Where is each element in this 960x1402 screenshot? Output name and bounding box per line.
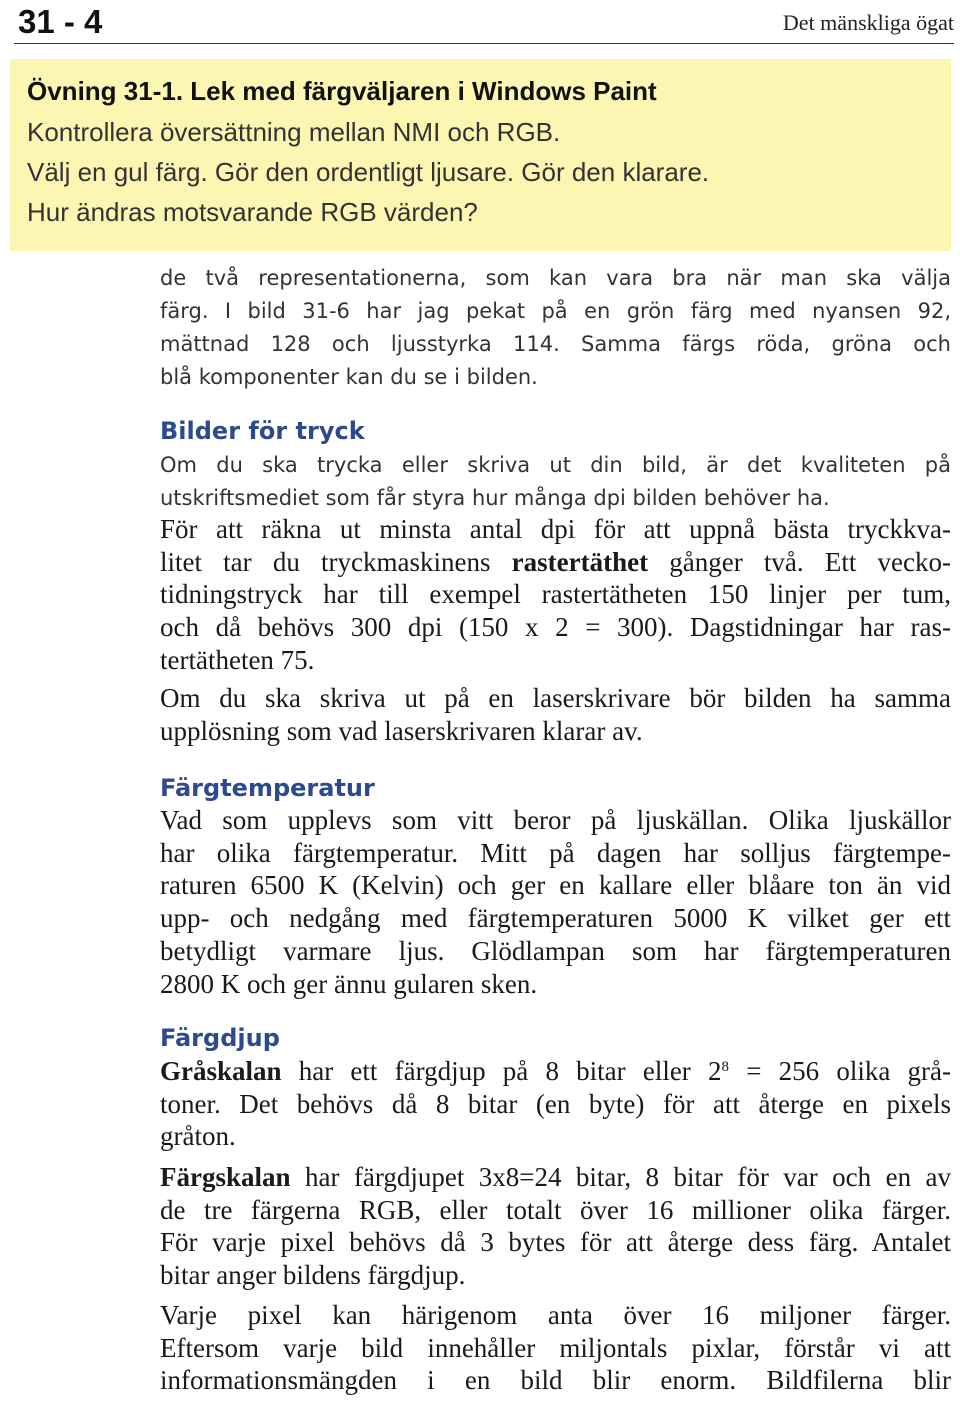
text-line: Eftersom varje bild innehåller miljontals pixlar, förstår vi att: [160, 1332, 951, 1363]
section-heading-print: Bilder för tryck: [160, 417, 365, 445]
text-line: litet tar du tryckmaskinens rastertäthet gånger två. Ett vecko-: [160, 546, 951, 577]
text-line: tidningstryck har till exempel rastertätheten 150 linjer per tum,: [160, 579, 951, 610]
term-fargskalan: Färgskalan: [160, 1162, 291, 1192]
temperature-paragraph: [160, 804, 951, 1000]
text-line: de tre färgerna RGB, eller totalt över 16 millioner olika färger.: [160, 1194, 951, 1225]
text-line: betydligt varmare ljus. Glödlampan som har färgtemperaturen: [160, 935, 951, 966]
intro-line: mättnad 128 och ljusstyrka 114. Samma färgs röda, gröna och: [160, 332, 951, 356]
depth-paragraph-pixels: [160, 1299, 951, 1397]
text-line: och då behövs 300 dpi (150 x 2 = 300). Dagstidningar har ras-: [160, 612, 951, 643]
text-line: För att räkna ut minsta antal dpi för att uppnå bästa tryckkva-: [160, 514, 951, 544]
exercise-line: Välj en gul färg. Gör den ordentligt ljusare. Gör den klarare.: [27, 157, 710, 187]
text-line: upp- och nedgång med färgtemperaturen 5000 K vilket ger ett: [160, 903, 951, 934]
text-line: bitar anger bildens färgdjup.: [160, 1260, 466, 1291]
text-line: Gråskalan har ett färgdjup på 8 bitar eller $2^8 = 256$ olika grå-: [160, 1056, 951, 1086]
exercise-line: Hur ändras motsvarande RGB värden?: [27, 197, 478, 227]
text-line: upplösning som vad laserskrivaren klarar av.: [160, 715, 643, 746]
running-title: Det mänskliga ögat: [782, 10, 954, 35]
print-paragraph-laser: [160, 682, 951, 747]
page-number: 31 - 4: [18, 3, 103, 40]
term-rastertathet: rastertäthet: [511, 546, 649, 577]
exponent: 8: [721, 1059, 730, 1075]
text-line: raturen 6500 K (Kelvin) och ger en kallare eller blåare ton än vid: [160, 870, 951, 901]
text-line: Vad som upplevs som vitt beror på ljuskällan. Olika ljuskällor: [160, 805, 951, 835]
text-line: 2800 K och ger ännu gularen sken.: [160, 968, 538, 999]
text-line: För varje pixel behövs då 3 bytes för att återge dess färg. Antalet: [160, 1227, 951, 1258]
print-intro-line: utskriftsmediet som får styra hur många dpi bilden behöver ha.: [160, 486, 830, 510]
header-divider: [14, 43, 954, 44]
text-line: informationsmängden i en bild blir enorm. Bildfilerna blir: [160, 1365, 951, 1396]
text-line: har olika färgtemperatur. Mitt på dagen har solljus färgtempe-: [160, 837, 951, 868]
print-intro-line: Om du ska trycka eller skriva ut din bild, är det kvaliteten på: [160, 453, 951, 477]
intro-line: färg. I bild 31-6 har jag pekat på en grön färg med nyansen 92,: [160, 299, 951, 323]
text-line: Om du ska skriva ut på en laserskrivare bör bilden ha samma: [160, 683, 951, 713]
term-graskalan: Gråskalan: [160, 1056, 282, 1086]
text-line: Varje pixel kan härigenom anta över 16 miljoner färger.: [160, 1300, 951, 1330]
depth-paragraph-color: [160, 1161, 951, 1292]
text-line: toner. Det behövs då 8 bitar (en byte) för att återge en pixels: [160, 1088, 951, 1119]
exercise-line: Kontrollera översättning mellan NMI och RGB.: [27, 117, 561, 147]
intro-line: blå komponenter kan du se i bilden.: [160, 365, 538, 389]
text-line: Färgskalan har färgdjupet 3x8=24 bitar, 8 bitar för var och en av: [160, 1162, 951, 1192]
text-line: gråton.: [160, 1121, 236, 1152]
text-line: tertätheten 75.: [160, 644, 315, 675]
intro-line: de två representationerna, som kan vara bra när man ska välja: [160, 266, 951, 290]
depth-paragraph-grayscale: [160, 1055, 951, 1153]
section-heading-temperature: Färgtemperatur: [160, 774, 375, 802]
print-paragraph-dpi: [160, 513, 951, 677]
exercise-box: [10, 59, 951, 251]
exercise-title: Övning 31-1. Lek med färgväljaren i Windows Paint: [27, 76, 657, 106]
section-heading-depth: Färgdjup: [160, 1024, 280, 1052]
